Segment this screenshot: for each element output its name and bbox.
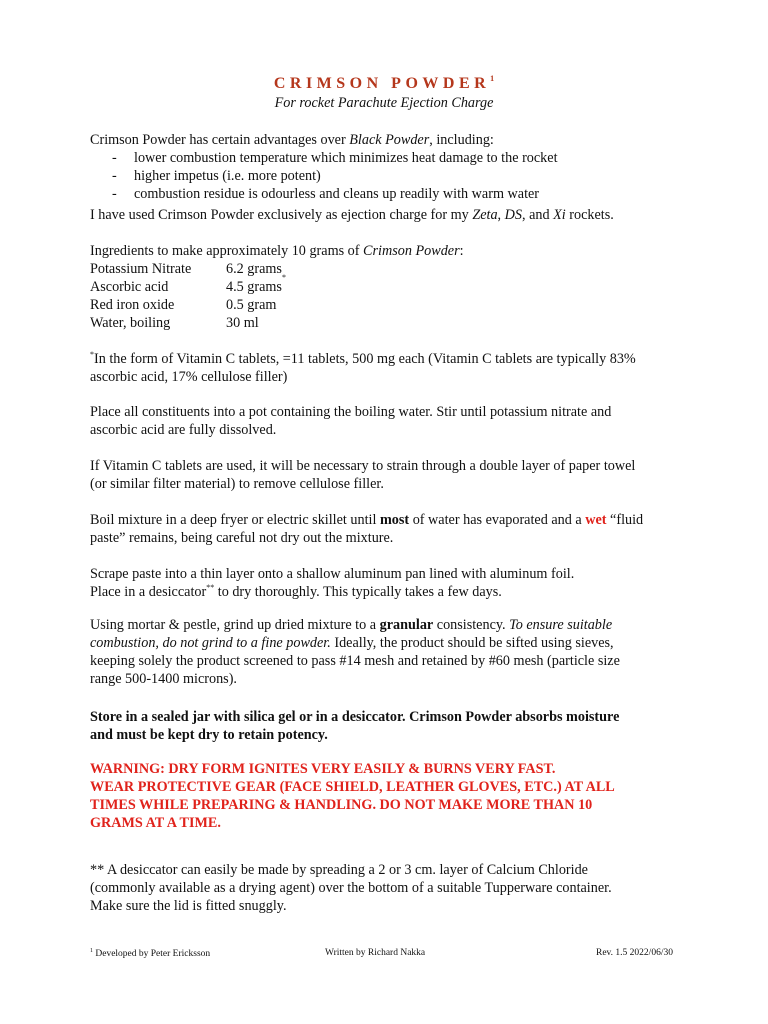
warning-block: WARNING: DRY FORM IGNITES VERY EASILY & BURNS VERY FAST. WEAR PROTECTIVE GEAR (FACE SHIELD, LEATHER GLOVES, ETC.) AT ALL TIMES WHILE PREPARING & HANDLING. DO NOT MAKE MORE THAN 10 GRAMS AT A TIME. (90, 761, 615, 831)
grind-paragraph: Using mortar & pestle, grind up dried mixture to a granular consistency. To ensure suitable combustion, do not grind to a fine powder. Ideally, the product should be sifted using sieves, keeping solely the product screened to pass #14 mesh and retained by #60 mesh (particle size range 500-1400 microns). (90, 617, 620, 687)
strain-paragraph: If Vitamin C tablets are used, it will be necessary to strain through a double layer of paper towel (or similar filter material) to remove cellulose filler. (90, 458, 636, 492)
document-title (0, 74, 768, 93)
footer-revision: Rev. 1.5 2022/06/30 (596, 948, 673, 958)
title-text: CRIMSON POWDER (273, 75, 491, 92)
ingredients-table (90, 260, 286, 332)
document-subtitle: For rocket Parachute Ejection Charge (274, 95, 494, 111)
footer-credit-developer: $^1$ Developed by Peter Ericksson (90, 948, 211, 959)
boil-paragraph: Boil mixture in a deep fryer or electric skillet until most of water has evaporated and a wet “fluid paste” remains, being careful not dry out the mixture. (90, 512, 644, 546)
intro-paragraph: Crimson Powder has certain advantages over Black Powder, including: (90, 132, 494, 148)
dissolve-paragraph: Place all constituents into a pot containing the boiling water. Stir until potassium nitrate and ascorbic acid are fully dissolved. (90, 404, 612, 438)
ingredient-row: Red iron oxide 0.5 gram (90, 297, 277, 313)
usage-paragraph: I have used Crimson Powder exclusively as ejection charge for my Zeta, DS, and Xi rockets. (90, 207, 614, 223)
title-footnote-mark: 1 (490, 74, 495, 83)
list-item: - higher impetus (i.e. more potent) (112, 168, 321, 184)
ingredient-row: Ascorbic acid 4.5 grams * (90, 273, 286, 295)
list-item: - lower combustion temperature which minimizes heat damage to the rocket (112, 150, 558, 166)
list-item: - combustion residue is odourless and cleans up readily with warm water (112, 186, 540, 202)
footer-credit-author: Written by Richard Nakka (325, 948, 426, 958)
desiccator-note: ** A desiccator can easily be made by spreading a 2 or 3 cm. layer of Calcium Chloride (commonly available as a drying agent) over the bottom of a suitable Tupperware container. Make sure the lid is fitted snuggly. (90, 862, 612, 914)
ingredients-heading: Ingredients to make approximately 10 grams of Crimson Powder: (90, 243, 464, 259)
storage-paragraph: Store in a sealed jar with silica gel or in a desiccator. Crimson Powder absorbs moisture and must be kept dry to retain potency. (90, 709, 620, 743)
ingredient-row: Potassium Nitrate 6.2 grams (90, 261, 282, 277)
scrape-paragraph: Scrape paste into a thin layer onto a shallow aluminum pan lined with aluminum foil. Place in a desiccator** to dry thoroughly. This typically takes a few days. (90, 566, 575, 600)
ingredient-row: Water, boiling 30 ml (90, 315, 259, 331)
advantages-list (112, 149, 672, 203)
vitamin-c-note: *In the form of Vitamin C tablets, =11 tablets, 500 mg each (Vitamin C tablets are typically 83% ascorbic acid, 17% cellulose filler) (90, 350, 636, 385)
